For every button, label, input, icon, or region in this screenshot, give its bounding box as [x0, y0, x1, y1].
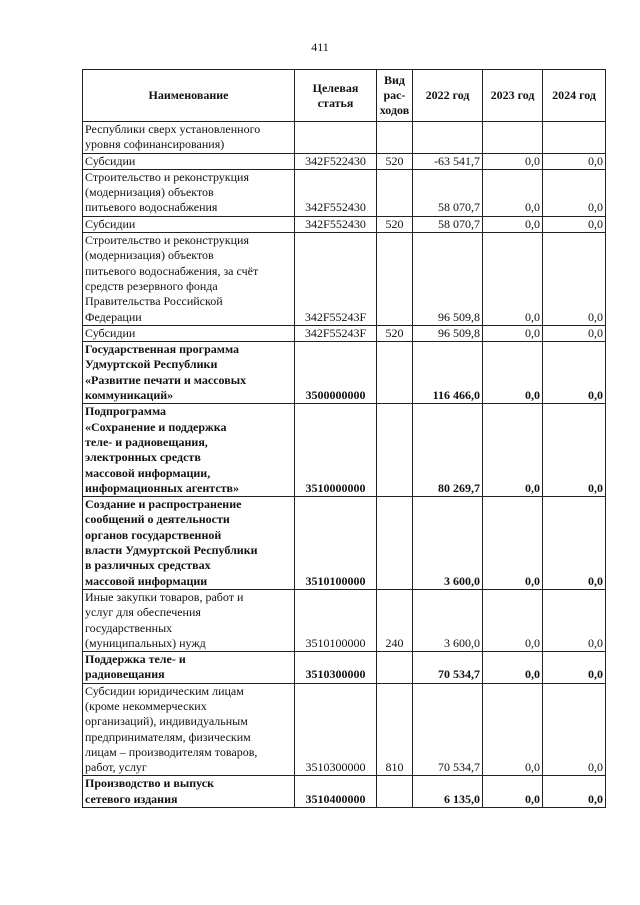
header-2024: 2024 год [543, 70, 606, 122]
table-body [83, 122, 606, 808]
row-expense-type [377, 497, 413, 590]
row-expense-type: 240 [377, 589, 413, 651]
row-name: Государственная программа Удмуртской Республики «Развитие печати и массовых коммуникаций» [83, 342, 295, 404]
row-target-article: 342F552430 [295, 169, 377, 216]
row-name: Субсидии [83, 216, 295, 232]
row-value-2024: 0,0 [543, 342, 606, 404]
row-expense-type: 810 [377, 683, 413, 776]
table-row [83, 153, 606, 169]
row-expense-type [377, 169, 413, 216]
row-expense-type [377, 122, 413, 154]
row-name: Иные закупки товаров, работ и услуг для обеспечения государственных (муниципальных) нужд [83, 589, 295, 651]
row-value-2024: 0,0 [543, 169, 606, 216]
row-value-2024: 0,0 [543, 325, 606, 341]
row-value-2022: 6 135,0 [413, 776, 483, 808]
row-target-article: 3510400000 [295, 776, 377, 808]
row-name: Строительство и реконструкция (модернизация) объектов питьевого водоснабжения, за счёт средств резервного фонда Правительства Российской Федерации [83, 233, 295, 326]
table-row [83, 216, 606, 232]
row-expense-type [377, 342, 413, 404]
table-row [83, 589, 606, 651]
table-row [83, 342, 606, 404]
row-expense-type: 520 [377, 153, 413, 169]
row-target-article: 342F552430 [295, 216, 377, 232]
table-row [83, 652, 606, 684]
row-value-2023: 0,0 [483, 325, 543, 341]
row-value-2023: 0,0 [483, 169, 543, 216]
row-value-2023: 0,0 [483, 497, 543, 590]
table-row [83, 683, 606, 776]
row-value-2022 [413, 122, 483, 154]
row-name: Подпрограмма «Сохранение и поддержка теле- и радиовещания, электронных средств массовой информации, информационных агентств» [83, 404, 295, 497]
row-value-2024: 0,0 [543, 589, 606, 651]
row-target-article: 3510300000 [295, 652, 377, 684]
row-value-2024 [543, 122, 606, 154]
row-expense-type [377, 776, 413, 808]
row-value-2023: 0,0 [483, 589, 543, 651]
row-value-2023: 0,0 [483, 652, 543, 684]
header-target-article: Целевая статья [295, 70, 377, 122]
row-value-2022: 80 269,7 [413, 404, 483, 497]
table-row [83, 497, 606, 590]
row-expense-type [377, 652, 413, 684]
row-value-2023: 0,0 [483, 233, 543, 326]
table-row [83, 122, 606, 154]
table-row [83, 325, 606, 341]
row-expense-type: 520 [377, 216, 413, 232]
row-value-2022: 3 600,0 [413, 589, 483, 651]
row-target-article: 3510000000 [295, 404, 377, 497]
row-value-2022: 3 600,0 [413, 497, 483, 590]
table-row [83, 776, 606, 808]
row-name: Субсидии юридическим лицам (кроме некоммерческих организаций), индивидуальным предпринимателям, физическим лицам – производителям товаров, работ, услуг [83, 683, 295, 776]
header-2022: 2022 год [413, 70, 483, 122]
row-value-2023: 0,0 [483, 216, 543, 232]
row-value-2022: -63 541,7 [413, 153, 483, 169]
table-header-row [83, 70, 606, 122]
row-value-2023: 0,0 [483, 776, 543, 808]
row-target-article [295, 122, 377, 154]
header-expense-type: Вид рас- ходов [377, 70, 413, 122]
row-expense-type [377, 404, 413, 497]
row-value-2022: 96 509,8 [413, 325, 483, 341]
row-value-2023: 0,0 [483, 342, 543, 404]
row-target-article: 342F522430 [295, 153, 377, 169]
row-value-2024: 0,0 [543, 153, 606, 169]
row-value-2023 [483, 122, 543, 154]
row-value-2024: 0,0 [543, 216, 606, 232]
row-target-article: 3510100000 [295, 497, 377, 590]
row-expense-type [377, 233, 413, 326]
row-value-2024: 0,0 [543, 497, 606, 590]
row-value-2023: 0,0 [483, 404, 543, 497]
row-name: Республики сверх установленного уровня софинансирования) [83, 122, 295, 154]
row-value-2022: 116 466,0 [413, 342, 483, 404]
row-value-2023: 0,0 [483, 153, 543, 169]
row-value-2024: 0,0 [543, 404, 606, 497]
row-target-article: 3500000000 [295, 342, 377, 404]
row-target-article: 3510100000 [295, 589, 377, 651]
row-name: Строительство и реконструкция (модернизация) объектов питьевого водоснабжения [83, 169, 295, 216]
row-value-2022: 70 534,7 [413, 652, 483, 684]
row-name: Субсидии [83, 325, 295, 341]
row-value-2022: 58 070,7 [413, 216, 483, 232]
row-value-2024: 0,0 [543, 233, 606, 326]
header-2023: 2023 год [483, 70, 543, 122]
row-value-2024: 0,0 [543, 776, 606, 808]
row-name: Создание и распространение сообщений о деятельности органов государственной власти Удмуртской Республики в различных средствах массовой информации [83, 497, 295, 590]
row-name: Производство и выпуск сетевого издания [83, 776, 295, 808]
row-name: Субсидии [83, 153, 295, 169]
page-number: 411 [311, 40, 329, 54]
row-expense-type: 520 [377, 325, 413, 341]
budget-table [82, 69, 606, 808]
header-name: Наименование [83, 70, 295, 122]
row-value-2024: 0,0 [543, 683, 606, 776]
row-name: Поддержка теле- и радиовещания [83, 652, 295, 684]
table-row [83, 169, 606, 216]
row-value-2022: 58 070,7 [413, 169, 483, 216]
row-target-article: 3510300000 [295, 683, 377, 776]
row-value-2023: 0,0 [483, 683, 543, 776]
row-target-article: 342F55243F [295, 325, 377, 341]
row-value-2024: 0,0 [543, 652, 606, 684]
row-value-2022: 70 534,7 [413, 683, 483, 776]
table-row [83, 233, 606, 326]
row-value-2022: 96 509,8 [413, 233, 483, 326]
row-target-article: 342F55243F [295, 233, 377, 326]
table-row [83, 404, 606, 497]
